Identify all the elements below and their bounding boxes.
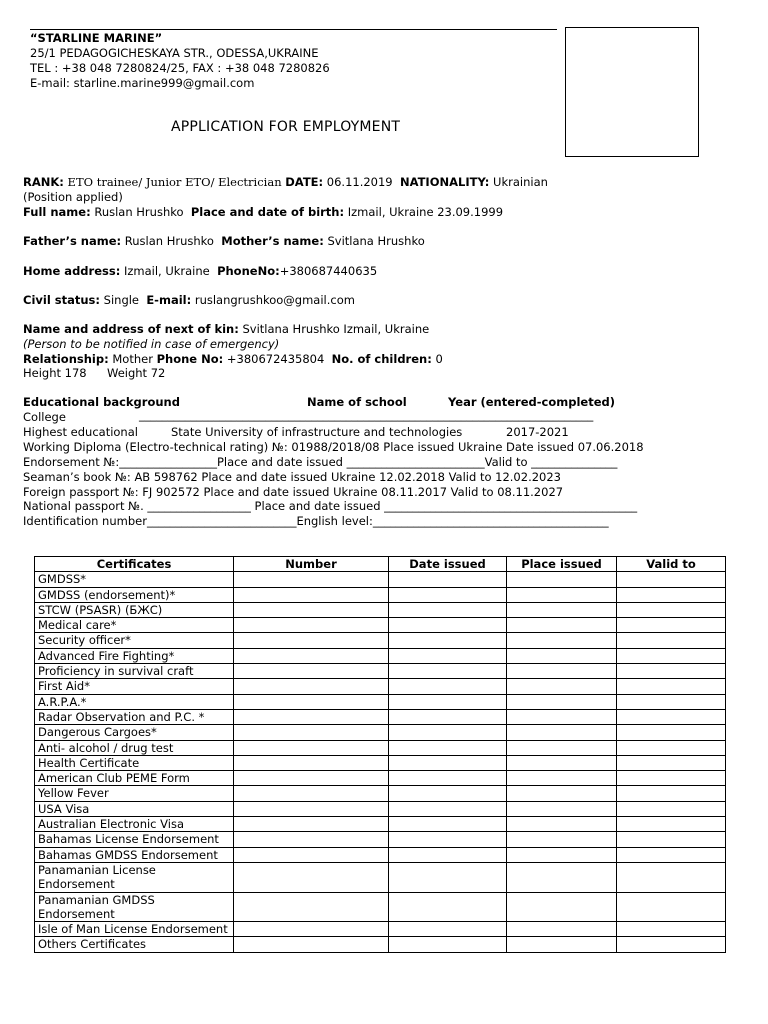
certificate-name: Proficiency in survival craft — [35, 664, 234, 679]
number-cell[interactable] — [234, 832, 389, 847]
valid-to-cell[interactable] — [617, 937, 726, 952]
valid-to-cell[interactable] — [617, 648, 726, 663]
certificate-name: Australian Electronic Visa — [35, 817, 234, 832]
fullname-value: Ruslan Hrushko — [94, 205, 184, 219]
rank-label: RANK: — [23, 175, 64, 189]
email-value: ruslangrushkoo@gmail.com — [194, 293, 355, 307]
children-value: 0 — [435, 352, 443, 366]
header-rule — [30, 29, 557, 30]
number-cell[interactable] — [234, 633, 389, 648]
mother-value: Svitlana Hrushko — [327, 234, 425, 248]
valid-to-cell[interactable] — [617, 892, 726, 922]
certificate-name: A.R.P.A.* — [35, 694, 234, 709]
certificates-table — [34, 556, 726, 953]
date-issued-cell[interactable] — [389, 892, 507, 922]
company-address: 25/1 PEDAGOGICHESKAYA STR., ODESSA,UKRAINE — [30, 46, 319, 60]
number-cell[interactable] — [234, 740, 389, 755]
number-cell[interactable] — [234, 922, 389, 937]
rank-line — [23, 175, 548, 189]
date-label: DATE: — [285, 175, 324, 189]
relationship-label: Relationship: — [23, 352, 109, 366]
table-row — [35, 832, 726, 847]
date-issued-cell[interactable] — [389, 725, 507, 740]
place-issued-cell[interactable] — [507, 679, 617, 694]
table-row — [35, 922, 726, 937]
home-line — [23, 264, 377, 278]
certificate-name: Isle of Man License Endorsement — [35, 922, 234, 937]
number-cell[interactable] — [234, 817, 389, 832]
place-issued-cell[interactable] — [507, 786, 617, 801]
table-row — [35, 771, 726, 786]
place-issued-cell[interactable] — [507, 694, 617, 709]
date-issued-cell[interactable] — [389, 755, 507, 770]
father-value: Ruslan Hrushko — [124, 234, 214, 248]
fullname-label: Full name: — [23, 205, 91, 219]
date-issued-cell[interactable] — [389, 648, 507, 663]
number-cell[interactable] — [234, 786, 389, 801]
column-header: Date issued — [389, 557, 507, 572]
date-issued-cell[interactable] — [389, 709, 507, 724]
rank-value: ETO trainee/ Junior ETO/ Electrician — [67, 175, 282, 189]
education-heading-text: Educational background — [23, 395, 180, 409]
date-issued-cell[interactable] — [389, 587, 507, 602]
column-header: Valid to — [617, 557, 726, 572]
table-row — [35, 862, 726, 892]
table-row — [35, 847, 726, 862]
valid-to-cell[interactable] — [617, 694, 726, 709]
place-issued-cell[interactable] — [507, 709, 617, 724]
date-issued-cell[interactable] — [389, 922, 507, 937]
mother-label: Mother’s name: — [221, 234, 324, 248]
table-row — [35, 633, 726, 648]
kin-line — [23, 322, 429, 336]
place-issued-cell[interactable] — [507, 740, 617, 755]
date-issued-cell[interactable] — [389, 664, 507, 679]
nationality-value: Ukrainian — [493, 175, 548, 189]
certificate-name: First Aid* — [35, 679, 234, 694]
number-cell[interactable] — [234, 694, 389, 709]
highest-years: 2017-2021 — [506, 425, 569, 439]
table-row — [35, 817, 726, 832]
valid-to-cell[interactable] — [617, 602, 726, 617]
place-issued-cell[interactable] — [507, 648, 617, 663]
home-value: Izmail, Ukraine — [123, 264, 210, 278]
table-row — [35, 572, 726, 587]
highest-school: State University of infrastructure and technologies — [171, 425, 463, 439]
table-row — [35, 694, 726, 709]
certificates-body — [35, 572, 726, 952]
certificate-name: USA Visa — [35, 801, 234, 816]
certificate-name: Bahamas GMDSS Endorsement — [35, 847, 234, 862]
number-cell[interactable] — [234, 771, 389, 786]
place-issued-cell[interactable] — [507, 633, 617, 648]
number-cell[interactable] — [234, 937, 389, 952]
column-header: Number — [234, 557, 389, 572]
civil-label: Civil status: — [23, 293, 100, 307]
place-issued-cell[interactable] — [507, 937, 617, 952]
position-note: (Position applied) — [23, 190, 123, 204]
number-cell[interactable] — [234, 801, 389, 816]
number-cell[interactable] — [234, 648, 389, 663]
date-issued-cell[interactable] — [389, 771, 507, 786]
phone-label: PhoneNo: — [217, 264, 280, 278]
kin-value: Svitlana Hrushko Izmail, Ukraine — [242, 322, 430, 336]
place-issued-cell[interactable] — [507, 587, 617, 602]
table-row — [35, 618, 726, 633]
endorsement-line: Endorsement №:_________________Place and date issued ________________________Valid to _______________ — [23, 455, 618, 469]
place-issued-cell[interactable] — [507, 602, 617, 617]
table-row — [35, 740, 726, 755]
year-heading-text: Year (entered-completed) — [448, 395, 615, 409]
number-cell[interactable] — [234, 862, 389, 892]
place-issued-cell[interactable] — [507, 725, 617, 740]
table-row — [35, 587, 726, 602]
parents-line — [23, 234, 425, 248]
national-passport-line: National passport №. __________________ Place and date issued ____________________________________________ — [23, 499, 638, 513]
place-issued-cell[interactable] — [507, 664, 617, 679]
date-issued-cell[interactable] — [389, 679, 507, 694]
nationality-label: NATIONALITY: — [399, 175, 490, 189]
date-issued-cell[interactable] — [389, 740, 507, 755]
valid-to-cell[interactable] — [617, 755, 726, 770]
number-cell[interactable] — [234, 587, 389, 602]
number-cell[interactable] — [234, 664, 389, 679]
certificate-name: STCW (PSASR) (БЖС) — [35, 602, 234, 617]
valid-to-cell[interactable] — [617, 740, 726, 755]
highest-label: Highest educational — [23, 425, 138, 439]
valid-to-cell[interactable] — [617, 862, 726, 892]
school-heading-text: Name of school — [307, 395, 407, 409]
number-cell[interactable] — [234, 755, 389, 770]
valid-to-cell[interactable] — [617, 817, 726, 832]
date-issued-cell[interactable] — [389, 786, 507, 801]
date-issued-cell[interactable] — [389, 694, 507, 709]
certificate-name: Others Certificates — [35, 937, 234, 952]
table-row — [35, 786, 726, 801]
date-issued-cell[interactable] — [389, 572, 507, 587]
birth-value: Izmail, Ukraine 23.09.1999 — [347, 205, 504, 219]
table-row — [35, 892, 726, 922]
certificate-name: Panamanian GMDSS Endorsement — [35, 892, 234, 922]
column-header: Certificates — [35, 557, 234, 572]
valid-to-cell[interactable] — [617, 572, 726, 587]
weight-value: Weight 72 — [107, 366, 166, 380]
place-issued-cell[interactable] — [507, 922, 617, 937]
home-label: Home address: — [23, 264, 121, 278]
place-issued-cell[interactable] — [507, 572, 617, 587]
place-issued-cell[interactable] — [507, 771, 617, 786]
company-name: “STARLINE MARINE” — [30, 31, 163, 45]
place-issued-cell[interactable] — [507, 832, 617, 847]
certificate-name: Health Certificate — [35, 755, 234, 770]
valid-to-cell[interactable] — [617, 922, 726, 937]
father-label: Father’s name: — [23, 234, 122, 248]
certificate-name: Yellow Fever — [35, 786, 234, 801]
phone-value: +380687440635 — [279, 264, 378, 278]
photo-box — [565, 27, 699, 157]
certificate-name: Advanced Fire Fighting* — [35, 648, 234, 663]
certificate-name: Anti- alcohol / drug test — [35, 740, 234, 755]
education-heading — [23, 395, 180, 409]
school-heading — [307, 395, 407, 409]
date-issued-cell[interactable] — [389, 847, 507, 862]
valid-to-cell[interactable] — [617, 709, 726, 724]
kin-note: (Person to be notified in case of emergency) — [23, 337, 280, 351]
place-issued-cell[interactable] — [507, 862, 617, 892]
identification-line: Identification number__________________________English level:_________________________________________ — [23, 514, 609, 528]
kin-phone-label: Phone No: — [156, 352, 224, 366]
civil-line — [23, 293, 355, 307]
place-issued-cell[interactable] — [507, 847, 617, 862]
table-row — [35, 709, 726, 724]
number-cell[interactable] — [234, 847, 389, 862]
number-cell[interactable] — [234, 572, 389, 587]
certificate-name: GMDSS (endorsement)* — [35, 587, 234, 602]
date-issued-cell[interactable] — [389, 633, 507, 648]
certificate-name: American Club PEME Form — [35, 771, 234, 786]
certificate-name: Radar Observation and P.C. * — [35, 709, 234, 724]
place-issued-cell[interactable] — [507, 618, 617, 633]
valid-to-cell[interactable] — [617, 786, 726, 801]
table-row — [35, 664, 726, 679]
place-issued-cell[interactable] — [507, 801, 617, 816]
certificates-header-row — [35, 557, 726, 572]
date-issued-cell[interactable] — [389, 832, 507, 847]
seamans-book-line: Seaman’s book №: AB 598762 Place and date issued Ukraine 12.02.2018 Valid to 12.02.2023 — [23, 470, 561, 484]
date-value: 06.11.2019 — [326, 175, 393, 189]
number-cell[interactable] — [234, 709, 389, 724]
relationship-value: Mother — [112, 352, 153, 366]
number-cell[interactable] — [234, 679, 389, 694]
valid-to-cell[interactable] — [617, 801, 726, 816]
company-email: E-mail: starline.marine999@gmail.com — [30, 76, 255, 90]
children-label: No. of children: — [331, 352, 432, 366]
diploma-line: Working Diploma (Electro-technical rating) №: 01988/2018/08 Place issued Ukraine Date issued 07.06.2018 — [23, 440, 644, 454]
certificate-name: Security officer* — [35, 633, 234, 648]
kin-label: Name and address of next of kin: — [23, 322, 239, 336]
valid-to-cell[interactable] — [617, 587, 726, 602]
date-issued-cell[interactable] — [389, 801, 507, 816]
table-row — [35, 679, 726, 694]
foreign-passport-line: Foreign passport №: FJ 902572 Place and date issued Ukraine 08.11.2017 Valid to 08.11.2027 — [23, 485, 564, 499]
valid-to-cell[interactable] — [617, 847, 726, 862]
civil-value: Single — [103, 293, 140, 307]
valid-to-cell[interactable] — [617, 725, 726, 740]
date-issued-cell[interactable] — [389, 862, 507, 892]
valid-to-cell[interactable] — [617, 664, 726, 679]
date-issued-cell[interactable] — [389, 937, 507, 952]
certificate-name: Bahamas License Endorsement — [35, 832, 234, 847]
college-label: College — [23, 410, 66, 424]
number-cell[interactable] — [234, 618, 389, 633]
table-row — [35, 755, 726, 770]
place-issued-cell[interactable] — [507, 755, 617, 770]
place-issued-cell[interactable] — [507, 892, 617, 922]
page-title: APPLICATION FOR EMPLOYMENT — [171, 119, 401, 135]
year-heading — [448, 395, 615, 409]
place-issued-cell[interactable] — [507, 817, 617, 832]
certificate-name: Dangerous Cargoes* — [35, 725, 234, 740]
company-phone: TEL : +38 048 7280824/25, FAX : +38 048 7280826 — [30, 61, 330, 75]
kin-phone-value: +380672435804 — [226, 352, 325, 366]
certificate-name: Panamanian License Endorsement — [35, 862, 234, 892]
table-row — [35, 648, 726, 663]
certificate-name: GMDSS* — [35, 572, 234, 587]
valid-to-cell[interactable] — [617, 633, 726, 648]
column-header: Place issued — [507, 557, 617, 572]
date-issued-cell[interactable] — [389, 817, 507, 832]
table-row — [35, 801, 726, 816]
number-cell[interactable] — [234, 725, 389, 740]
email-label: E-mail: — [146, 293, 192, 307]
valid-to-cell[interactable] — [617, 679, 726, 694]
valid-to-cell[interactable] — [617, 832, 726, 847]
table-row — [35, 602, 726, 617]
date-issued-cell[interactable] — [389, 602, 507, 617]
table-row — [35, 725, 726, 740]
college-line: _______________________________________________________________________________ — [139, 408, 594, 422]
fullname-line — [23, 205, 503, 219]
date-issued-cell[interactable] — [389, 618, 507, 633]
valid-to-cell[interactable] — [617, 618, 726, 633]
number-cell[interactable] — [234, 602, 389, 617]
certificate-name: Medical care* — [35, 618, 234, 633]
number-cell[interactable] — [234, 892, 389, 922]
valid-to-cell[interactable] — [617, 771, 726, 786]
height-value: Height 178 — [23, 366, 87, 380]
birth-label: Place and date of birth: — [190, 205, 345, 219]
table-row — [35, 937, 726, 952]
relationship-line — [23, 352, 443, 366]
